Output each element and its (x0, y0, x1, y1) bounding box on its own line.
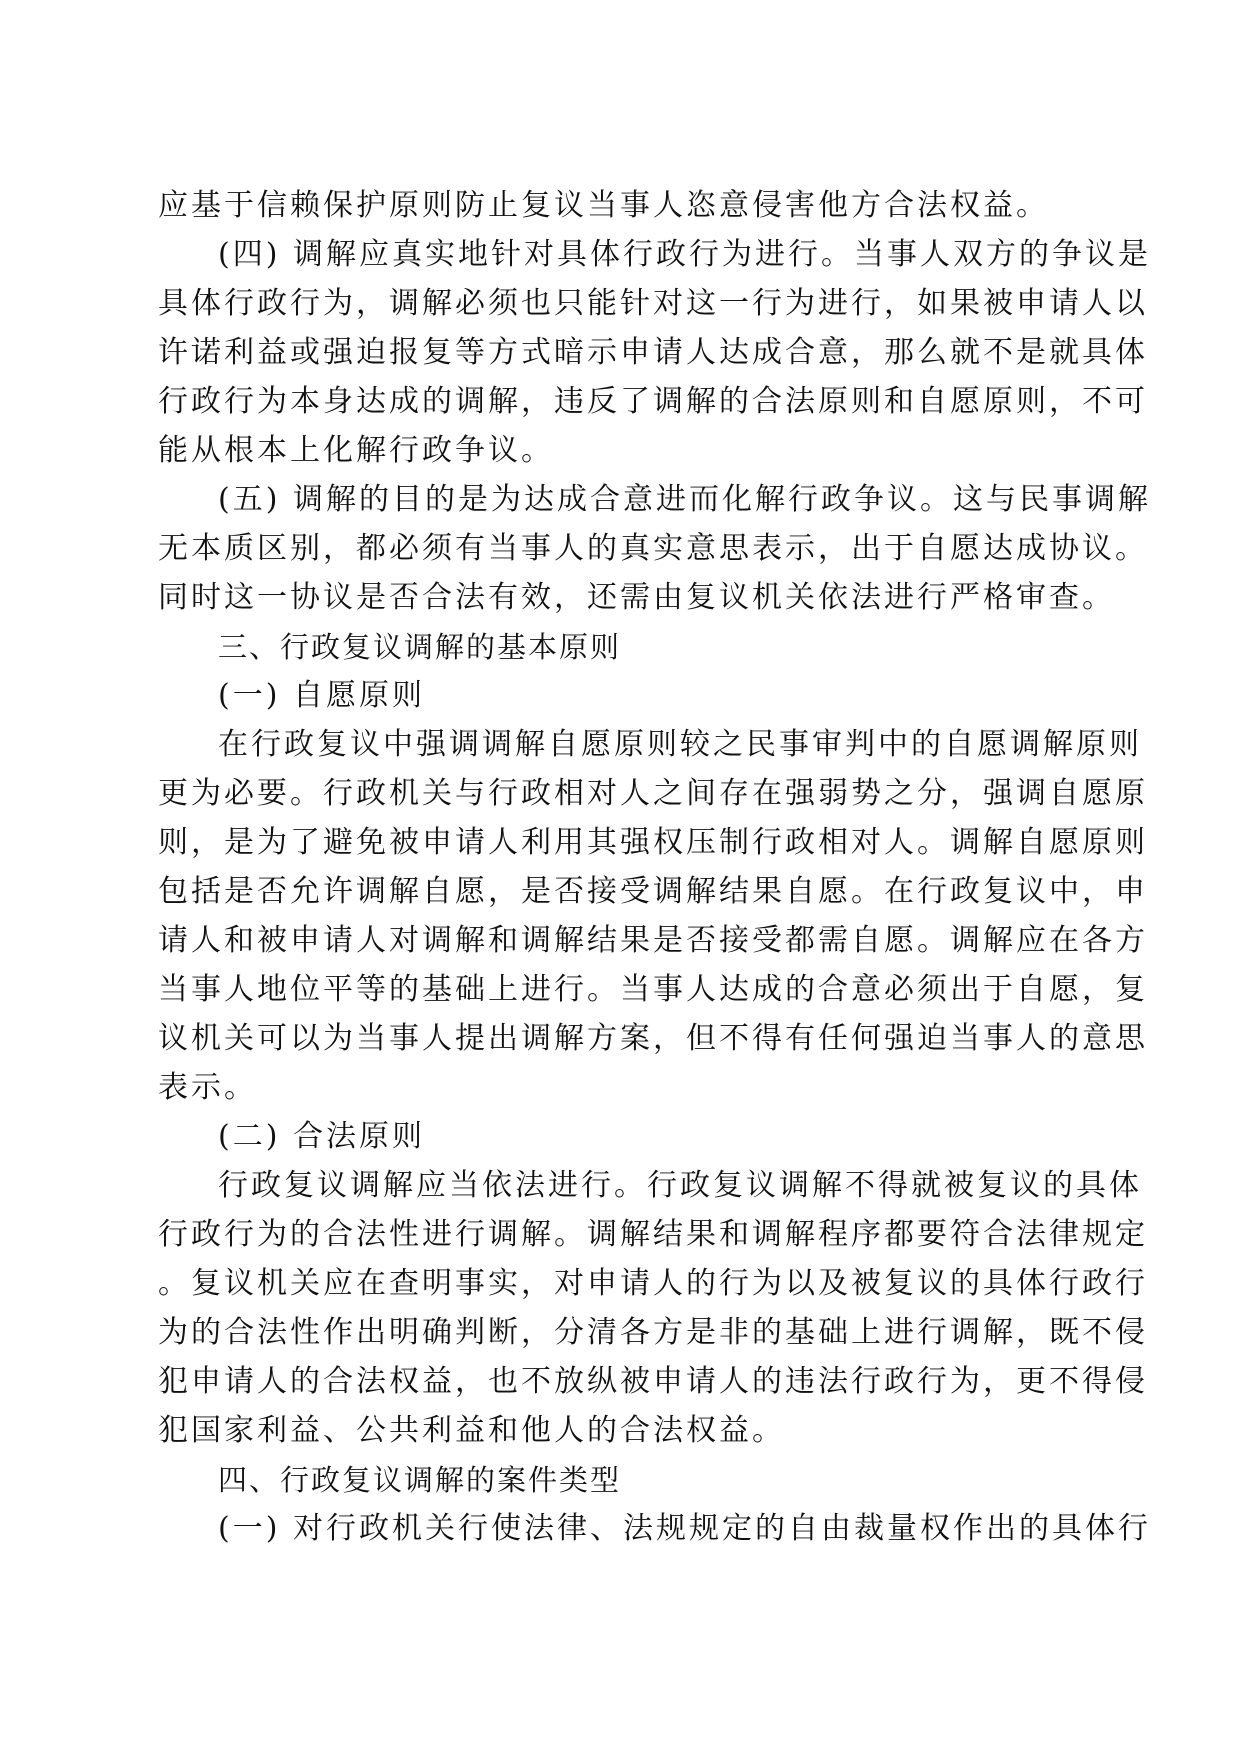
paragraph-line: 则，是为了避免被申请人利用其强权压制行政相对人。调解自愿原则 (158, 825, 1148, 860)
paragraph-line: 行政行为的合法性进行调解。调解结果和调解程序都要符合法律规定 (158, 1217, 1148, 1252)
paragraph-line: 犯申请人的合法权益，也不放纵被申请人的违法行政行为，更不得侵 (158, 1364, 1148, 1399)
paragraph-line: 在行政复议中强调调解自愿原则较之民事审判中的自愿调解原则 (218, 727, 1142, 762)
subsection-heading: (一) 自愿原则 (218, 678, 425, 713)
paragraph-line: (四) 调解应真实地针对具体行政行为进行。当事人双方的争议是 (218, 237, 1151, 272)
paragraph-line: 犯国家利益、公共利益和他人的合法权益。 (158, 1413, 785, 1448)
paragraph-line: 议机关可以为当事人提出调解方案，但不得有任何强迫当事人的意思 (158, 1021, 1148, 1056)
paragraph-line: 应基于信赖保护原则防止复议当事人恣意侵害他方合法权益。 (158, 188, 1049, 223)
paragraph-line: 行政复议调解应当依法进行。行政复议调解不得就被复议的具体 (218, 1168, 1142, 1203)
paragraph-line: 请人和被申请人对调解和调解结果是否接受都需自愿。调解应在各方 (158, 923, 1148, 958)
paragraph-line: 同时这一协议是否合法有效，还需由复议机关依法进行严格审查。 (158, 580, 1115, 615)
paragraph-line: 能从根本上化解行政争议。 (158, 433, 554, 468)
paragraph-line: 当事人地位平等的基础上进行。当事人达成的合意必须出于自愿，复 (158, 972, 1148, 1007)
paragraph-line: 表示。 (158, 1070, 257, 1105)
paragraph-line: (一) 对行政机关行使法律、法规规定的自由裁量权作出的具体行 (218, 1511, 1151, 1546)
subsection-heading: (二) 合法原则 (218, 1119, 425, 1154)
section-heading: 四、行政复议调解的案件类型 (218, 1463, 622, 1497)
paragraph-line: 许诺利益或强迫报复等方式暗示申请人达成合意，那么就不是就具体 (158, 335, 1148, 370)
paragraph-line: 包括是否允许调解自愿，是否接受调解结果自愿。在行政复议中，申 (158, 874, 1148, 909)
section-heading: 三、行政复议调解的基本原则 (218, 630, 622, 664)
paragraph-line: 。复议机关应在查明事实，对申请人的行为以及被复议的具体行政行 (158, 1266, 1148, 1301)
paragraph-line: 行政行为本身达成的调解，违反了调解的合法原则和自愿原则，不可 (158, 384, 1148, 419)
paragraph-line: (五) 调解的目的是为达成合意进而化解行政争议。这与民事调解 (218, 482, 1151, 517)
paragraph-line: 无本质区别，都必须有当事人的真实意思表示，出于自愿达成协议。 (158, 531, 1148, 566)
paragraph-line: 为的合法性作出明确判断，分清各方是非的基础上进行调解，既不侵 (158, 1315, 1148, 1350)
paragraph-line: 具体行政行为，调解必须也只能针对这一行为进行，如果被申请人以 (158, 286, 1148, 321)
paragraph-line: 更为必要。行政机关与行政相对人之间存在强弱势之分，强调自愿原 (158, 776, 1148, 811)
